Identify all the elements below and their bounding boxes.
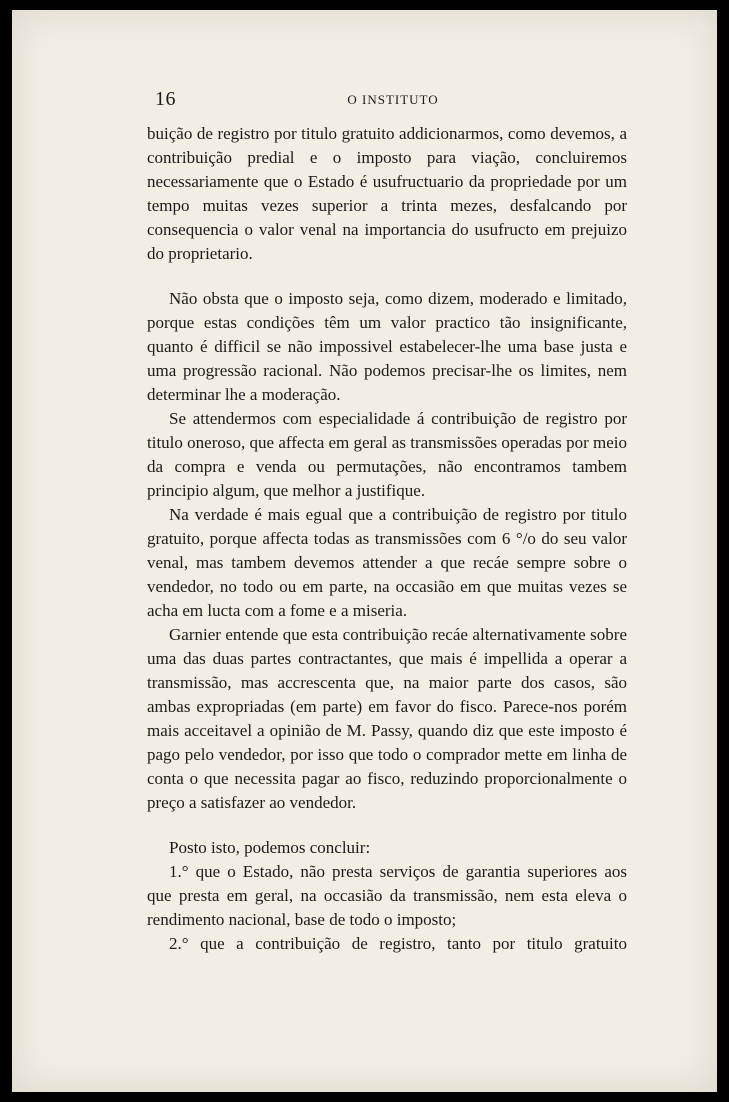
book-page bbox=[12, 10, 717, 1092]
paragraph: Garnier entende que esta contribuição recáe alternativamente sobre uma das duas partes contractantes, que mais é impellida a operar a transmissão, mas accrescenta que, na maior parte dos casos, são ambas expropriadas (em parte) em favor do fisco. Parece-nos porém mais acceitavel a opinião de M. Passy, quando diz que este imposto é pago pelo vendedor, por isso que todo o comprador mette em linha de conta o que necessita pagar ao fisco, reduzindo proporcionalmente o preço a satisfazer ao vendedor. bbox=[147, 625, 627, 812]
paragraph: Não obsta que o imposto seja, como dizem, moderado e limitado, porque estas condições têm um valor practico tão insignificante, quanto é difficil se não impossivel estabelecer-lhe uma base justa e uma progressão racional. Não podemos precisar-lhe os limites, nem determinar lhe a moderação. bbox=[147, 289, 627, 404]
paragraph: Se attendermos com especialidade á contribuição de registro por titulo oneroso, que affecta em geral as transmissões operadas por meio da compra e venda ou permutações, não encontramos tambem principio algum, que melhor a justifique. bbox=[147, 409, 627, 500]
paragraph-list-item: 2.° que a contribuição de registro, tanto por titulo gratuito bbox=[169, 934, 627, 953]
paragraph: Posto isto, podemos concluir: bbox=[169, 838, 371, 857]
page-number: 16 bbox=[155, 88, 176, 110]
paragraph-list-item: 1.° que o Estado, não presta serviços de garantia superiores aos que presta em geral, na occasião da transmissão, nem esta eleva o rendimento nacional, base de todo o imposto; bbox=[147, 862, 627, 929]
paragraph-continued: buição de registro por titulo gratuito addicionarmos, como devemos, a contribuição predial e o imposto para viação, concluiremos necessariamente que o Estado é usufructuario da propriedade por um tempo muitas vezes superior a trinta mezes, desfalcando por consequencia o valor venal na importancia do usufructo em prejuizo do proprietario. bbox=[147, 124, 627, 263]
page-header bbox=[155, 88, 631, 112]
page-body bbox=[147, 122, 627, 956]
paragraph: Na verdade é mais egual que a contribuição de registro por titulo gratuito, porque affecta todas as transmissões com 6 °/o do seu valor venal, mas tambem devemos attender a que recáe sempre sobre o vendedor, no todo ou em parte, na occasião em que muitas vezes se acha em lucta com a fome e a miseria. bbox=[147, 505, 627, 620]
running-title: O INSTITUTO bbox=[347, 92, 439, 107]
